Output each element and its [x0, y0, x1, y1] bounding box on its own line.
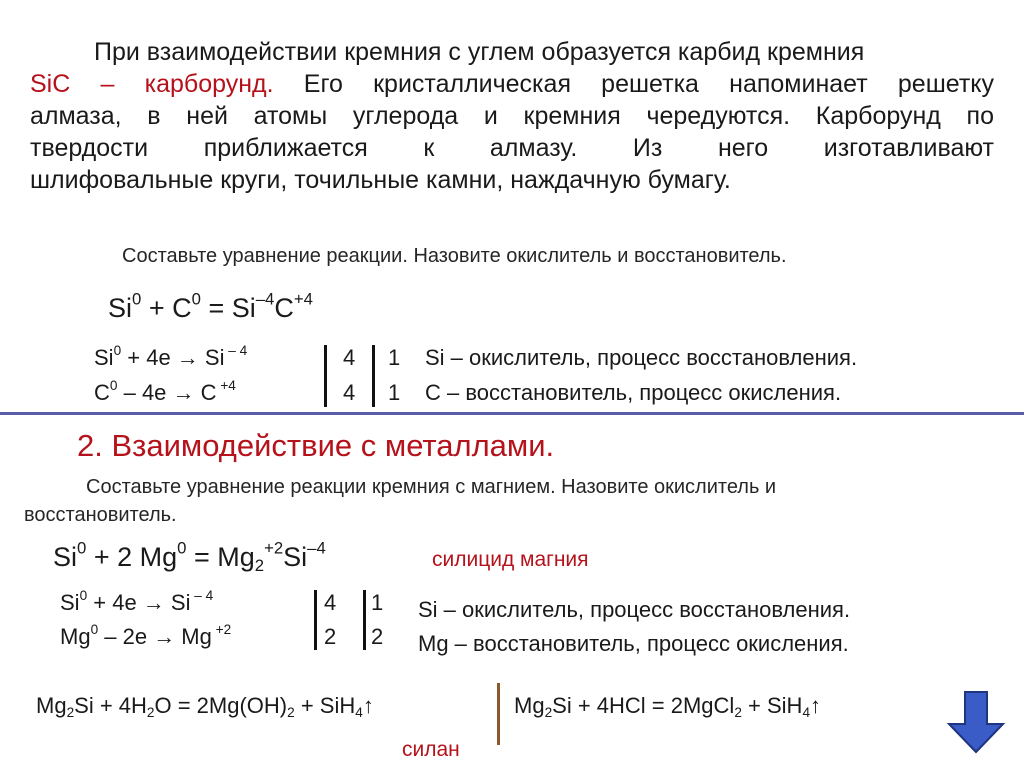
intro-line-3: алмаза, в ней атомы углерода и кремния чередуются. Карборунд по: [30, 102, 994, 130]
balance-2-mult-a: 1: [371, 590, 384, 615]
balance-2-role-2: Mg – восстановитель, процесс окисления.: [418, 631, 849, 656]
balance-1-divider-1: [324, 345, 327, 407]
equation-si-c: $Si^0 + C^0 = Si^{-4}C^{+4}$: [108, 289, 313, 323]
silane-label: силан: [402, 738, 460, 761]
equation-hydrolysis: $Mg_2Si + 4H_2O = 2Mg(OH)_2$ + SiH$_4$↑: [36, 693, 374, 721]
balance-2-mult-b: 2: [371, 624, 384, 649]
task-1: Составьте уравнение реакции. Назовите окислитель и восстановитель.: [122, 245, 787, 267]
down-arrow-icon[interactable]: [945, 690, 1007, 754]
task-2-line-1: Составьте уравнение реакции кремния с магнием. Назовите окислитель и: [86, 476, 777, 498]
balance-2-role-1: Si – окислитель, процесс восстановления.: [418, 597, 851, 622]
intro-paragraph: [30, 36, 994, 196]
balance-1-coef-a: 4: [343, 345, 356, 370]
section-heading: 2. Взаимодействие с металлами.: [77, 428, 555, 463]
section-divider: [0, 412, 1024, 415]
sic-formula: SiC – карборунд.: [30, 70, 274, 98]
balance-1-mult-a: 1: [388, 345, 401, 370]
balance-2-row-1: Si$^0$ + 4e → Si $^{- 4}$: [60, 587, 214, 615]
balance-1-row-1: Si$^0$ + 4e → Si $^{- 4}$: [94, 342, 248, 370]
balance-1-divider-2: [372, 345, 375, 407]
intro-line-4: твердости приближается к алмазу. Из него изготавливают: [30, 134, 994, 162]
balance-1-role-2: C – восстановитель, процесс окисления.: [425, 380, 842, 405]
equation-hcl: $Mg_2Si + 4HCl$ = 2MgCl$_2$ + SiH$_4$↑: [514, 693, 822, 721]
balance-2-row-2: Mg$^0$ – 2e → Mg $^{+2}$: [60, 621, 232, 649]
balance-1-role-1: Si – окислитель, процесс восстановления.: [425, 345, 858, 370]
intro-line-1: При взаимодействии кремния с углем образуется карбид кремния: [94, 38, 865, 66]
balance-1-mult-b: 1: [388, 380, 401, 405]
balance-2-coef-b: 2: [324, 624, 337, 649]
equation-divider: [497, 683, 500, 745]
balance-2-divider-1: [314, 590, 317, 650]
balance-2-divider-2: [363, 590, 366, 650]
balance-1-coef-b: 4: [343, 380, 356, 405]
intro-line-2: SiC – карборунд. Его кристаллическая решетка напоминает решетку: [30, 70, 994, 98]
task-2-line-2: восстановитель.: [24, 504, 177, 526]
balance-2-coef-a: 4: [324, 590, 337, 615]
intro-line-5: шлифовальные круги, точильные камни, наждачную бумагу.: [30, 166, 731, 194]
equation-si-mg: Si$^0$ + 2 $Mg^0 = Mg_2^{+2}Si^{-4}$: [53, 538, 326, 576]
compound-name: силицид магния: [432, 548, 589, 571]
balance-1-row-2: $C^0 - 4e \to C$ $^{+4}$: [94, 377, 236, 405]
